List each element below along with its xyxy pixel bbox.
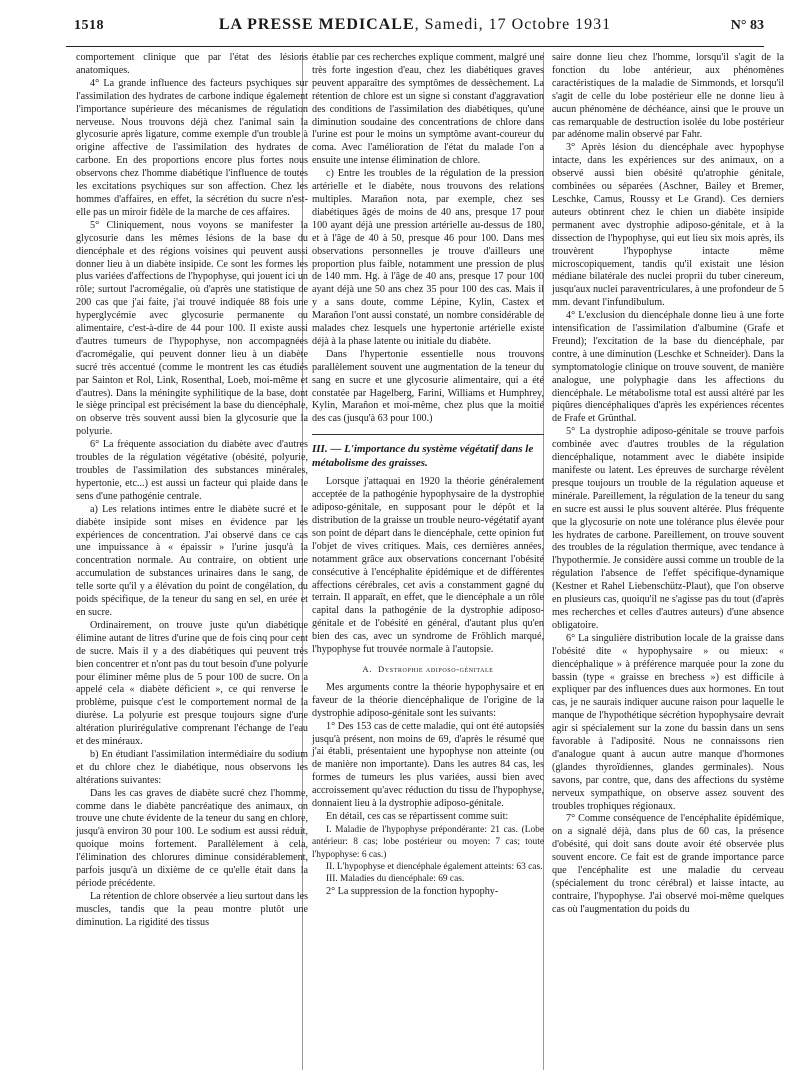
paragraph: 3° Après lésion du diencéphale avec hypophyse intacte, dans les expériences sur des animaux, on a observé aussi bien obésité qu'atrophie génitale, combinées ou séparées (Aschner, Bailey et Bremer, Leschke, Camus, Roussy et Le Grand). Ces derniers auteurs obtinrent chez le chien un diabète insipide permanent avec dystrophie adiposo-génitale, et à la dissection de l'hypophyse, qui eut lieu six mois après, ils trouvèrent l'hypophyse intacte même microscopiquement, tandis qu'il existait une lésion médiane bilatérale des nuclei proprii du tuber cinereum, jusqu'aux nuclei paraventriculares, à une profondeur de 5 mm. devant l'infundibulum. [552,142,784,309]
subsection-title: Dystrophie adiposo-génitale [377,663,494,674]
column-left [76,52,308,930]
paragraph: En détail, ces cas se répartissent comme suit: [326,810,509,822]
list-item: II. L'hypophyse et diencéphale également atteints: 63 cas. [326,862,543,873]
masthead [66,16,764,34]
paragraph: 5° Cliniquement, nous voyons se manifester la glycosurie dans les mêmes lésions de la base du diencéphale et des régions voisines qui peuvent aussi donner lieu à un diabète insipide. Ce sont les formes les plus variées d'affections de l'hypophyse, qui jouent ici un rôle; surtout l'acromégalie, où d'après une statistique de 200 cas que j'ai faite, j'ai trouvé indiquée 88 fois une hyperglycémie avec glycosurie permanente ou alimentaire, c'est-à-dire de 44 pour 100. Il existe aussi d'autres tumeurs de l'hypophyse, non accompagnées d'acromégalie, qui peuvent donner lieu à un diabète sucré très accentué (comme le montrent les cas étudiés par Sainton et Rol, Link, Rosenthal, Loeb, moi-même et d'autres). Dans la méningite syphilitique de la base, dont le siège principal est précisément la base du diencéphale, on observe très souvent aussi bien la glycosurie que la polyurie. [76,219,308,438]
publication-name: LA PRESSE MEDICALE [218,16,415,33]
paragraph: b) En étudiant l'assimilation intermédiaire du sodium et du chlore chez le diabétique, nous observons les altérations suivantes: [76,748,308,786]
paragraph: a) Les relations intimes entre le diabète sucré et le diabète insipide sont mises en évidence par les expériences de concentration. J'ai observé dans ce cas une impuissance à « épaissir » l'urine jusqu'à la concentration normale. Au contraire, on obtient une accumulation de substances urinaires dans le sang, de telle sorte qu'il y a élévation du point de congélation, du poids spécifique, de la teneur du sang en sel, en urée et en sucre. [76,503,308,618]
paragraph: 7° Comme conséquence de l'encéphalite épidémique, on a signalé déjà, dans plus de 60 cas, la présence d'obésité, qui doit sans doute avoir été observée plus souvent encore. Ce fait est de grande importance parce que l'encéphalite est une maladie du cerveau (spécialement du tronc cérébral) et laisse intacte, au contraire, l'hypophyse. J'ai observé moi-même quelques cas où l'augmentation du poids du [552,813,784,915]
paragraph: comportement clinique que par l'état des lésions anatomiques. [76,52,308,76]
column-right [552,52,784,917]
publication-date: , Samedi, 17 Octobre 1931 [414,16,612,33]
paragraph: c) Entre les troubles de la régulation de la pression artérielle et le diabète, nous trouvons des relations multiples. Marañon nota, par exemple, chez ses diabétiques âgés de moins de 40 ans, presque 17 pour 100 ayant déjà une pression artérielle au-dessus de 180, et à l'âge de 40 à 50, presque 46 pour 100. Dans mes observations personnelles je trouve d'ailleurs une proportion plus faible, notamment une pression de plus de 140 mm. Hg. à l'âge de 40 ans, presque 17 pour 100 ayant déjà une 50 ans chez 35 pour 100 des cas. Mais il y a sans doute, comme Lépine, Kylin, Castex et Marañon l'ont aussi constaté, un nombre considérable de malades chez lesquels une hypertonie artérielle existe déjà à la phase latente ou initiale du diabète. [312,168,544,347]
paragraph: 2° La suppression de la fonction hypophy- [326,885,499,897]
paragraph: Dans les cas graves de diabète sucré chez l'homme, comme dans le diabète pancréatique des animaux, on trouve une chute évidente de la teneur du sang en chlore, jusqu'à environ 30 pour 100. Le sodium est aussi réduit, quoique moins fortement. Parallèlement à cela, l'élimination des chlorures diminue considérablement, parfois jusqu'à un dixième de ce qu'elle était dans la période précédente. [76,787,308,889]
paragraph: Dans l'hypertonie essentielle nous trouvons parallèlement souvent une augmentation de la teneur du sang en sucre et une glycosurie alimentaire, qui a été constatée par Hagelberg, Farini, Williams et Humphrey, Kylin, Marañon et moi-même, chez plus que la moitié des cas (jusqu'à 63 pour 100.) [312,348,544,425]
subsection-heading [312,663,544,676]
paragraph: Lorsque j'attaquai en 1920 la théorie généralement acceptée de la pathogénie hypophysaire de la dystrophie adiposo-génitale, en supposant pour le dépôt et la distribution de la graisse un trouble neuro-végétatif ayant son point de départ dans le diencéphale, cette opinion fut l'objet de vives critiques. Mais, ces dernières années, notamment grâce aux observations concernant l'obésité consécutive à l'encéphalite épidémique et de différentes affections cérébrales, cet avis a constamment gagné du terrain. Il apparaît, en effet, que le diencéphale a un rôle capital dans la pathogénie de la dystrophie adiposo-génitale et de l'obésité en général, d'autant plus qu'en bien des cas, avec un syndrome de Fröhlich marqué, l'hypophyse fut trouvée normale à l'autopsie. [312,476,544,656]
list-item: I. Maladie de l'hypophyse prépondérante: 21 cas. (Lobe antérieur: 8 cas; lobe postérieur ou moyen: 7 cas; toute l'hypophyse: 6 cas.) [312,824,544,860]
paragraph: Ordinairement, on trouve juste qu'un diabétique élimine autant de litres d'urine que de fois cinq pour cent de sucre. Mais il y a des diabétiques qui peuvent très bien concentrer et n'ont pas du tout besoin d'une polyurie pour éliminer même plus de 5 pour 100 de sucre. On a appelé cela « diabète déficient », ce qui renverse le problème, puisque c'est le comportement normal de la diurèse. La polyurie est presque toujours signe d'une altération plurirégulative comprenant l'échange de l'eau et des minéraux. [76,619,308,748]
paragraph: établie par ces recherches explique comment, malgré une très forte ingestion d'eau, chez les diabétiques graves peuvent apparaître des symptômes de dessèchement. La rétention de chlore est un signe si constant d'aggravation des conditions de l'assimilation des diabétiques, qu'une diminution soudaine des concentrations de chlore dans l'urine est pour le moins un symptôme avant-coureur du coma. Avec l'amélioration de l'état du malade l'on a ensuite une intense élimination de chlore. [312,52,544,167]
header-rule [66,46,764,47]
paragraph: La rétention de chlore observée a lieu surtout dans les muscles, tandis que la peau montre plutôt une diminution. La rigidité des tissus [76,890,308,928]
list-item: III. Maladies du diencéphale: 69 cas. [326,874,465,885]
paragraph: saire donne lieu chez l'homme, lorsqu'il s'agit de la fonction du lobe antérieur, aux phénomènes caractéristiques de la maladie de Simmonds, et lorsqu'il s'agit de celle du lobe postérieur elle ne donne lieu à aucun phénomène de déchéance, ainsi que le prouve un cas remarquable de destruction isolée du lobe postérieur par adénome malin observé par Fahr. [552,52,784,141]
column-middle [312,52,544,899]
paragraph: Mes arguments contre la théorie hypophysaire et en faveur de la théorie diencéphalique de l'origine de la dystrophie adiposo-génitale sont les suivants: [312,681,544,719]
issue-number: N° 83 [730,18,764,33]
paragraph: 1° Des 153 cas de cette maladie, qui ont été autopsiés jusqu'à présent, non moins de 69, d'après le résumé que j'ai établi, présentaient une hypophyse non atteinte (ou de manière non importante). Dans les autres 84 cas, les formes de tumeurs les plus variées, aussi bien avec accroissement qu'avec réduction du tissu de l'hypophyse, donnaient lieu à la dystrophie adiposo-génitale. [312,720,544,810]
paragraph: 4° La grande influence des facteurs psychiques sur l'assimilation des hydrates de carbone indique également l'importance supérieure des mécanismes de régulation nerveuse. Nous trouvons déjà chez l'animal sain la glycosurie après ligature, comme exemple d'un trouble à origine affective de l'assimilation des hydrates de carbone. En des proportions encore plus fortes nous observons chez l'homme diabétique l'influence de toutes les excitations psychiques sur son affection. Chez les hommes d'affaires, en effet, la sécrétion du sucre n'est-elle pas un miroir fidèle de la marche de ces affaires. [76,77,308,218]
subsection-letter: A. [362,663,372,674]
paragraph: 4° L'exclusion du diencéphale donne lieu à une forte intensification de l'assimilation d'albumine (Grafe et Freund); l'excitation de la base du diencéphale, par contre, à une diminution (Leschke et Schneider). Dans la symptomatologie clinique on trouve souvent, de manière analogue, une polyphagie dans les affections du diencéphale. Le métabolisme total est aussi altéré par les piqûres diencéphaliques d'après les expériences récentes de Frafe et Grünthal. [552,310,784,425]
paragraph: 6° La fréquente association du diabète avec d'autres troubles de la régulation végétative (obésité, polyurie, troubles de l'assimilation des substances minérales, hypertonie, etc...) est aussi un facteur qui plaide dans le sens d'une pathogénie centrale. [76,439,308,502]
page-header [66,14,764,42]
paragraph: 6° La singulière distribution locale de la graisse dans l'obésité dite « hypophysaire » ou mieux: « diencéphalique » à préférence marquée pour la zone du bassin (type « graisse en brechess ») est difficile à expliquer par des influences dues aux hormones. En tout cas, je ne saurais indiquer aucune raison pour laquelle le manque de l'hypothétique sécrétion hypophysaire devrait agir si spécialement sur la zone du bassin dans un sens favorable à l'adiposité. Nous ne connaissons rien d'analogue quant à aucun autre manque d'hormones (glandes thyroïdiennes, glandes germinales). Nous savons, par contre, que, dans des affections du système nerveux sympathique, on observe assez souvent des troubles trophiques régionaux. [552,632,784,812]
section-heading: III. — L'importance du système végétatif dans le métabolisme des graisses. [312,434,544,470]
paragraph: 5° La dystrophie adiposo-génitale se trouve parfois combinée avec d'autres troubles de la régulation diencéphalique, notamment avec le diabète insipide manifeste ou latent. Les épreuves de surcharge révèlent presque toujours un trouble de la régulation aqueuse et minérale. Pareillement, la régulation de la teneur du sang en sucre est aussi le plus souvent altérée. Plus fréquente que la glycosurie on note une tolérance plus élevée pour les hydrates de carbone. Pareillement, on trouve souvent des troubles de la régulation thermique, avec tendance à l'hypothermie. Je considère aussi comme un trouble de la régulation l'absence de l'effet spécifique-dynamique (Kestner et Rahel Liebenschütz-Plaut), que l'on observe en plusieurs cas, quoiqu'il ne s'agisse pas du tout (d'après mes recherches et celles d'autres auteurs) d'une absence obligatoire. [552,426,784,631]
page-number: 1518 [74,18,104,33]
